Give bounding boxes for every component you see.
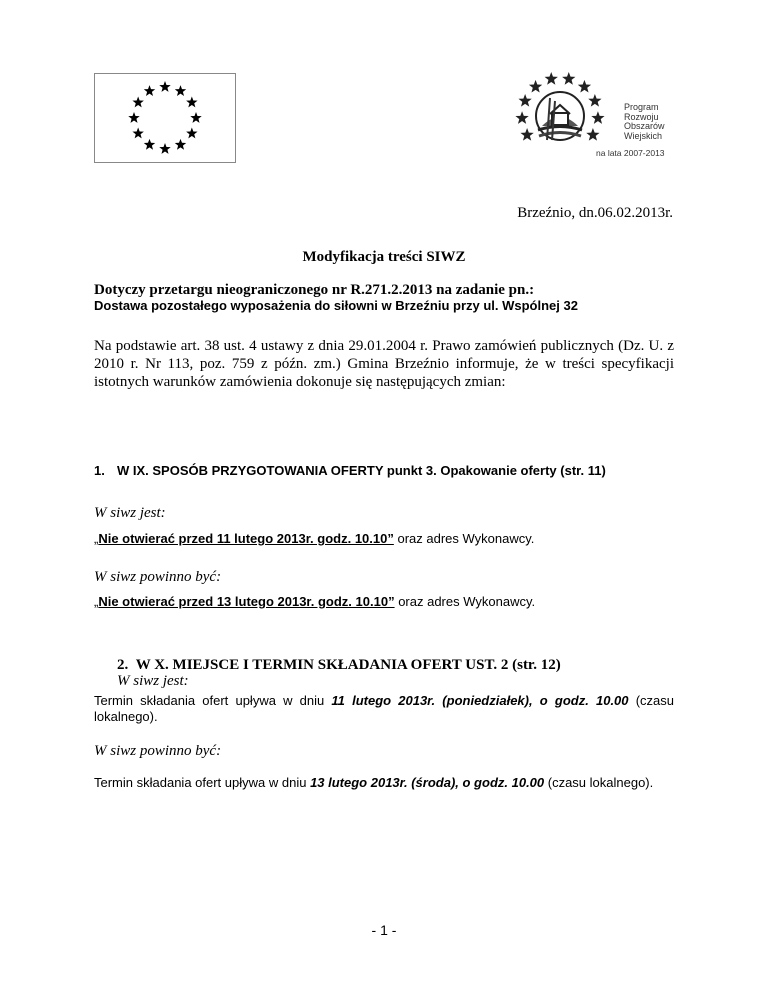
section1-should-rest: oraz adres Wykonawcy.	[394, 594, 536, 609]
star-icon	[190, 112, 201, 123]
section1-should-quote: Nie otwierać przed 13 lutego 2013r. godz. 10.10”	[98, 594, 395, 609]
section2-is-text-c: (czasu lokalnego).	[94, 693, 674, 724]
document-title: Modyfikacja treści SIWZ	[302, 249, 466, 265]
section1-is-rest: oraz adres Wykonawcy.	[393, 531, 535, 546]
star-icon	[562, 72, 575, 85]
star-icon	[520, 128, 533, 141]
prow-years: na lata 2007-2013	[596, 148, 665, 158]
prow-line3: Obszarów	[624, 121, 665, 131]
eu-flag-logo	[94, 73, 236, 163]
subject-line2: Dostawa pozostałego wyposażenia do siłowni w Brzeźniu przy ul. Wspólnej 32	[94, 298, 578, 313]
star-icon	[515, 111, 528, 124]
section1-should-label: W siwz powinno być:	[94, 569, 222, 585]
subject-line1: Dotyczy przetargu nieograniczonego nr R.271.2.2013 na zadanie pn.:	[94, 282, 535, 298]
section2-heading-text: W X. MIEJSCE I TERMIN SKŁADANIA OFERT UST. 2 (str. 12)	[135, 657, 561, 673]
section2-is-text-a: Termin składania ofert upływa w dniu	[94, 693, 332, 708]
section2-number: 2.	[117, 657, 129, 673]
star-icon	[578, 80, 591, 93]
section1-should-quote-open: „	[94, 594, 99, 609]
intro-paragraph: Na podstawie art. 38 ust. 4 ustawy z dnia 29.01.2004 r. Prawo zamówień publicznych (Dz. U. z 2010 r. Nr 113, poz. 759 z późn. zm.) Gmina Brzeźnio informuje, że w treści specyfikacji istotnych warunków zamówienia dokonuje się następujących zmian:	[94, 338, 674, 390]
star-icon	[529, 80, 542, 93]
section1-should-line	[94, 594, 535, 609]
prow-line1: Program	[624, 102, 659, 112]
star-icon	[128, 112, 139, 123]
section2-is-text-b: 11 lutego 2013r. (poniedziałek), o godz. 10.00	[331, 693, 629, 708]
page-number: - 1 -	[371, 922, 397, 938]
section1-is-line	[94, 531, 534, 546]
section2-should-text-b: 13 lutego 2013r. (środa), o godz. 10.00	[310, 775, 545, 790]
star-icon	[518, 94, 531, 107]
section1-is-quote-open: „	[94, 531, 99, 546]
section1-heading-text: W IX. SPOSÓB PRZYGOTOWANIA OFERTY punkt 3. Opakowanie oferty (str. 11)	[117, 463, 606, 478]
section1-heading	[94, 463, 672, 479]
prow-line4: Wiejskich	[624, 130, 663, 141]
star-icon	[186, 128, 197, 139]
star-icon	[186, 97, 197, 108]
star-icon	[588, 94, 601, 107]
section2-should-paragraph	[94, 775, 674, 791]
star-icon	[132, 97, 143, 108]
place-date: Brzeźnio, dn.06.02.2013r.	[517, 205, 673, 221]
star-icon	[159, 81, 170, 92]
star-icon	[144, 139, 155, 150]
star-icon	[545, 72, 558, 85]
star-icon	[175, 85, 186, 96]
section2-is-paragraph	[94, 693, 674, 725]
eu-flag-icon	[95, 74, 235, 162]
star-icon	[591, 111, 604, 124]
star-icon	[132, 128, 143, 139]
section2-is-label: W siwz jest:	[117, 673, 189, 689]
prow-line2: Rozwoju	[624, 111, 659, 122]
star-icon	[586, 128, 599, 141]
section2-should-label: W siwz powinno być:	[94, 743, 222, 759]
section1-is-quote: Nie otwierać przed 11 lutego 2013r. godz. 10.10”	[98, 531, 394, 546]
section2-should-text-a: Termin składania ofert upływa w dniu	[94, 775, 311, 790]
prow-text	[624, 103, 665, 141]
star-icon	[159, 143, 170, 154]
section2-should-text-c: (czasu lokalnego).	[544, 775, 654, 790]
section1-is-label: W siwz jest:	[94, 505, 166, 521]
star-icon	[144, 85, 155, 96]
star-icon	[175, 139, 186, 150]
section1-number: 1.	[94, 463, 105, 478]
